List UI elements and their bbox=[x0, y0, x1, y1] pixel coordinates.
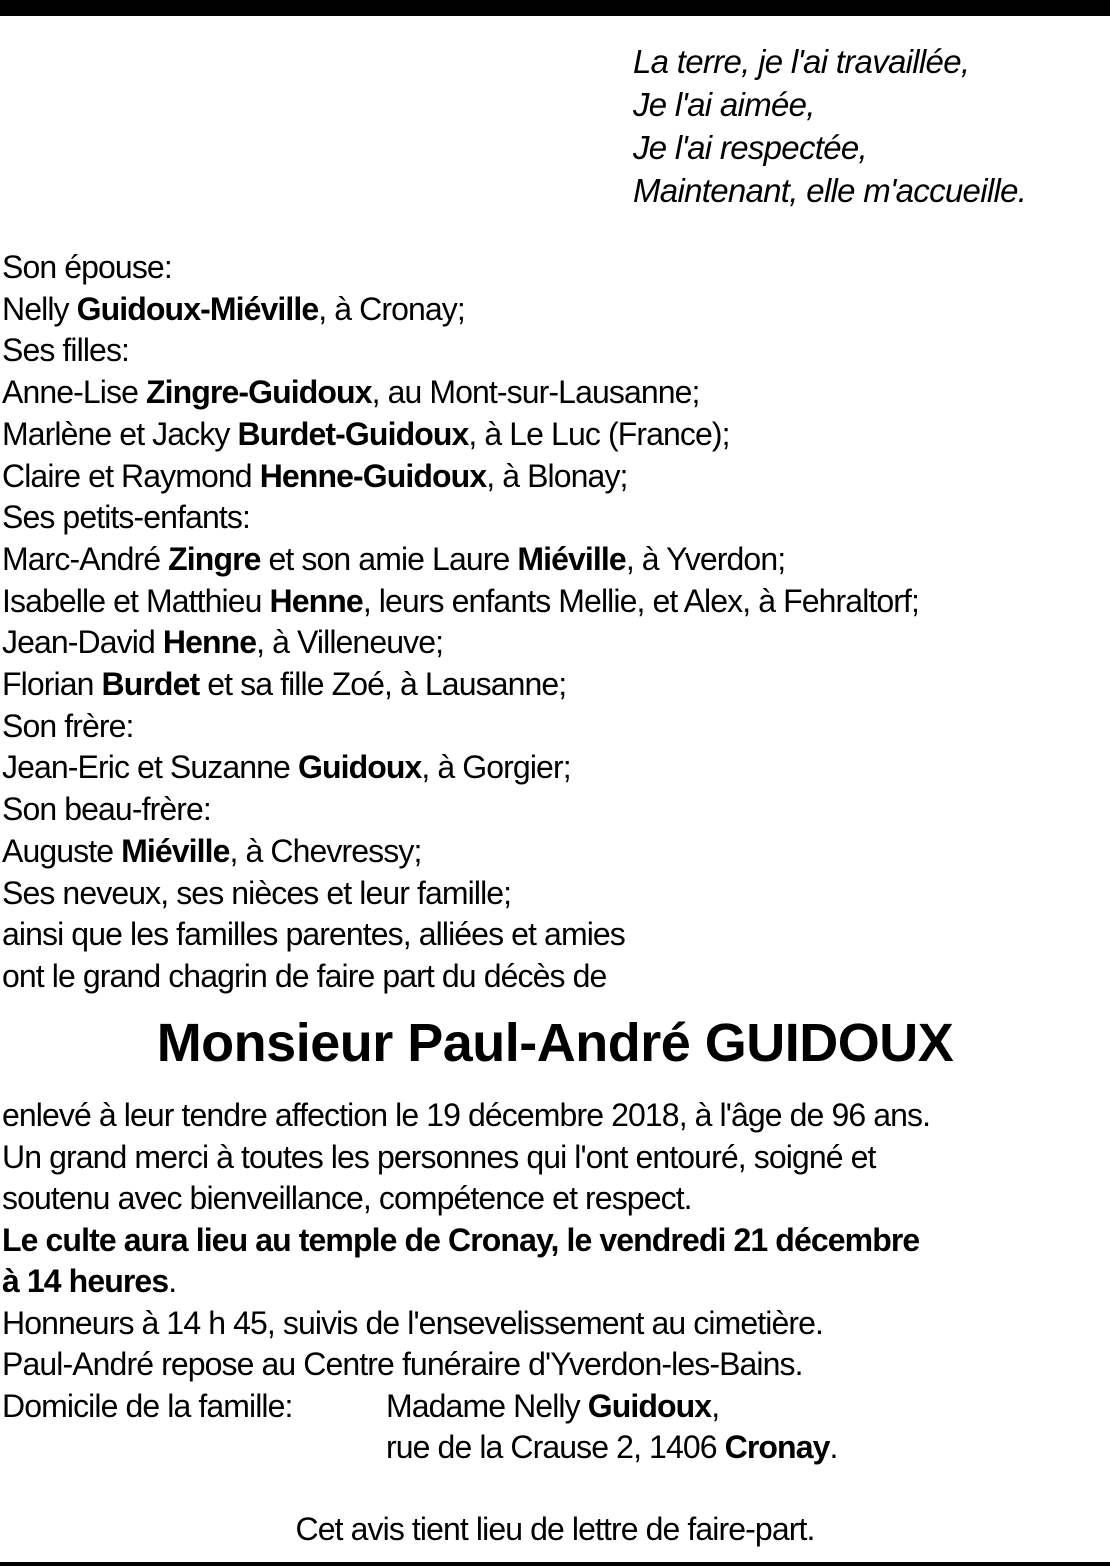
deceased-name: Monsieur Paul-André GUIDOUX bbox=[156, 1013, 954, 1073]
family-name: Henne bbox=[162, 624, 257, 661]
relatives-line: ainsi que les familles parentes, alliées et amies bbox=[2, 916, 625, 953]
domicile-label: Domicile de la famille: bbox=[2, 1387, 293, 1424]
poem-line: Maintenant, elle m'accueille. bbox=[633, 172, 1027, 209]
grandchild-line: Marc-André Zingre et son amie Laure Miéville, à Yverdon; bbox=[2, 540, 786, 577]
domicile-address-line: rue de la Crause 2, 1406 Cronay. bbox=[386, 1429, 838, 1465]
thanks-line: Un grand merci à toutes les personnes qui l'ont entouré, soigné et bbox=[2, 1138, 876, 1175]
daughter-line: Claire et Raymond Henne-Guidoux, à Blonay; bbox=[2, 457, 628, 494]
poem-line: La terre, je l'ai travaillée, bbox=[633, 43, 970, 80]
thanks-line: soutenu avec bienveillance, compétence et respect. bbox=[2, 1180, 692, 1216]
death-notice-line: enlevé à leur tendre affection le 19 décembre 2018, à l'âge de 96 ans. bbox=[2, 1097, 931, 1133]
grandchildren-heading: Ses petits-enfants: bbox=[2, 499, 250, 536]
daughter-line: Anne-Lise Zingre-Guidoux, au Mont-sur-Lausanne; bbox=[2, 374, 700, 411]
top-rule bbox=[0, 0, 1110, 16]
family-name: Burdet-Guidoux bbox=[237, 415, 469, 452]
grandchild-line: Florian Burdet et sa fille Zoé, à Lausanne; bbox=[2, 666, 567, 703]
family-name: Burdet bbox=[101, 666, 200, 703]
family-name: Miéville bbox=[121, 832, 230, 869]
honours-line: Honneurs à 14 h 45, suivis de l'ensevelissement au cimetière. bbox=[2, 1304, 824, 1341]
brother-line: Jean-Eric et Suzanne Guidoux, à Gorgier; bbox=[2, 749, 571, 786]
poem-line: Je l'ai aimée, bbox=[633, 86, 815, 123]
family-name: Miéville bbox=[517, 540, 626, 577]
grandchild-line: Jean-David Henne, à Villeneuve; bbox=[2, 624, 444, 661]
service-time-line: à 14 heures. bbox=[2, 1263, 177, 1299]
service-line: Le culte aura lieu au temple de Cronay, le vendredi 21 décembre bbox=[2, 1221, 920, 1258]
brother-heading: Son frère: bbox=[2, 707, 134, 744]
brother-in-law-line: Auguste Miéville, à Chevressy; bbox=[2, 832, 422, 869]
bottom-rule bbox=[0, 1562, 1110, 1566]
family-list bbox=[2, 247, 919, 998]
closing-section bbox=[2, 1095, 930, 1469]
family-name: Zingre-Guidoux bbox=[146, 374, 372, 411]
daughters-heading: Ses filles: bbox=[2, 332, 130, 369]
spouse-line: Nelly Guidoux-Miéville, à Cronay; bbox=[2, 290, 465, 327]
repose-line: Paul-André repose au Centre funéraire d'Yverdon-les-Bains. bbox=[2, 1346, 803, 1382]
daughter-line: Marlène et Jacky Burdet-Guidoux, à Le Luc (France); bbox=[2, 415, 730, 452]
family-name: Guidoux-Miéville bbox=[76, 290, 319, 327]
announcement-line: ont le grand chagrin de faire part du décès de bbox=[2, 957, 607, 994]
town-name: Cronay bbox=[724, 1429, 830, 1465]
family-name: Henne bbox=[269, 582, 363, 619]
spouse-heading: Son épouse: bbox=[2, 249, 172, 285]
brother-in-law-heading: Son beau-frère: bbox=[2, 791, 211, 828]
family-name: Guidoux bbox=[297, 749, 422, 786]
family-name: Henne-Guidoux bbox=[259, 457, 487, 494]
epigraph-poem bbox=[633, 40, 1026, 212]
poem-line: Je l'ai respectée, bbox=[633, 129, 867, 166]
domicile-line: Domicile de la famille: Madame Nelly Guidoux, bbox=[2, 1386, 930, 1428]
grandchild-line: Isabelle et Matthieu Henne, leurs enfants Mellie, et Alex, à Fehraltorf; bbox=[2, 582, 920, 619]
family-name: Zingre bbox=[168, 540, 261, 577]
footer-note: Cet avis tient lieu de lettre de faire-part. bbox=[295, 1511, 815, 1547]
relatives-line: Ses neveux, ses nièces et leur famille; bbox=[2, 874, 512, 911]
family-name: Guidoux bbox=[587, 1387, 712, 1424]
